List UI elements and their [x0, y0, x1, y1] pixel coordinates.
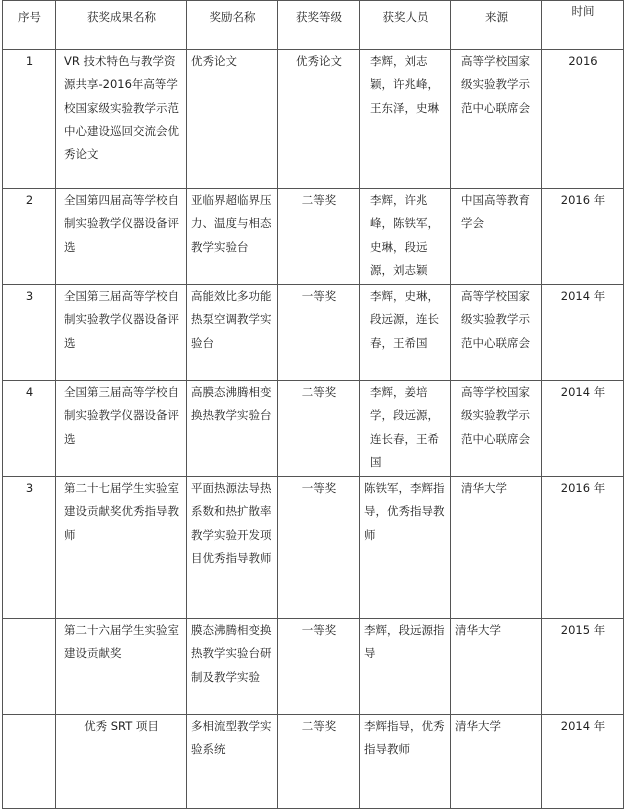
cell-award: 亚临界超临界压力、温度与相态教学实验台: [187, 189, 278, 285]
cell-level: 一等奖: [278, 285, 360, 381]
cell-source: 高等学校国家级实验教学示范中心联席会: [451, 381, 542, 477]
table-row: [3, 715, 624, 809]
cell-award: 优秀论文: [187, 50, 278, 189]
cell-people: 李辉指导，优秀指导教师: [360, 715, 451, 809]
cell-no: 4: [3, 381, 56, 477]
header-time: 时间: [542, 1, 624, 50]
cell-people: 李辉，段远源指导: [360, 619, 451, 715]
cell-level: 一等奖: [278, 477, 360, 619]
cell-level: 一等奖: [278, 619, 360, 715]
cell-source: 清华大学: [451, 619, 542, 715]
cell-people: 李辉，许兆峰，陈铁军，史琳，段远源，刘志颖: [360, 189, 451, 285]
cell-no: 1: [3, 50, 56, 189]
cell-name: 第二十六届学生实验室建设贡献奖: [56, 619, 187, 715]
header-name: 获奖成果名称: [56, 1, 187, 50]
cell-name: 全国第三届高等学校自制实验教学仪器设备评选: [56, 381, 187, 477]
cell-level: 优秀论文: [278, 50, 360, 189]
cell-time: 2014 年: [542, 381, 624, 477]
cell-name: 全国第三届高等学校自制实验教学仪器设备评选: [56, 285, 187, 381]
header-source: 来源: [451, 1, 542, 50]
cell-time: 2015 年: [542, 619, 624, 715]
cell-source: 高等学校国家级实验教学示范中心联席会: [451, 285, 542, 381]
cell-award: 高膜态沸腾相变换热教学实验台: [187, 381, 278, 477]
cell-level: 二等奖: [278, 189, 360, 285]
table-row: [3, 189, 624, 285]
cell-name: 全国第四届高等学校自制实验教学仪器设备评选: [56, 189, 187, 285]
cell-no: [3, 715, 56, 809]
cell-name: VR 技术特色与教学资源共享-2016年高等学校国家级实验教学示范中心建设巡回交流会优秀论文: [56, 50, 187, 189]
cell-award: 高能效比多功能热泵空调教学实验台: [187, 285, 278, 381]
table-row: [3, 619, 624, 715]
table-row: [3, 381, 624, 477]
cell-no: 3: [3, 477, 56, 619]
cell-people: 李辉，姜培学，段远源，连长春，王希国: [360, 381, 451, 477]
cell-time: 2016 年: [542, 189, 624, 285]
cell-no: 2: [3, 189, 56, 285]
cell-award: 多相流型教学实验系统: [187, 715, 278, 809]
cell-name: 优秀 SRT 项目: [56, 715, 187, 809]
table-row: [3, 50, 624, 189]
cell-name: 第二十七届学生实验室建设贡献奖优秀指导教师: [56, 477, 187, 619]
cell-time: 2014 年: [542, 715, 624, 809]
header-level: 获奖等级: [278, 1, 360, 50]
cell-source: 中国高等教育学会: [451, 189, 542, 285]
cell-people: 李辉，刘志颖，许兆峰，王东泽，史琳: [360, 50, 451, 189]
header-row: [3, 1, 624, 50]
table-row: [3, 477, 624, 619]
cell-no: 3: [3, 285, 56, 381]
header-no: 序号: [3, 1, 56, 50]
header-people: 获奖人员: [360, 1, 451, 50]
header-award: 奖励名称: [187, 1, 278, 50]
awards-table: [2, 0, 624, 809]
cell-source: 清华大学: [451, 715, 542, 809]
cell-time: 2016: [542, 50, 624, 189]
cell-source: 清华大学: [451, 477, 542, 619]
cell-level: 二等奖: [278, 381, 360, 477]
cell-level: 二等奖: [278, 715, 360, 809]
cell-award: 膜态沸腾相变换热教学实验台研制及教学实验: [187, 619, 278, 715]
cell-award: 平面热源法导热系数和热扩散率教学实验开发项目优秀指导教师: [187, 477, 278, 619]
cell-time: 2014 年: [542, 285, 624, 381]
cell-people: 李辉，史琳，段远源，连长春，王希国: [360, 285, 451, 381]
cell-source: 高等学校国家级实验教学示范中心联席会: [451, 50, 542, 189]
cell-people: 陈铁军，李辉指导，优秀指导教师: [360, 477, 451, 619]
table-row: [3, 285, 624, 381]
cell-time: 2016 年: [542, 477, 624, 619]
cell-no: [3, 619, 56, 715]
